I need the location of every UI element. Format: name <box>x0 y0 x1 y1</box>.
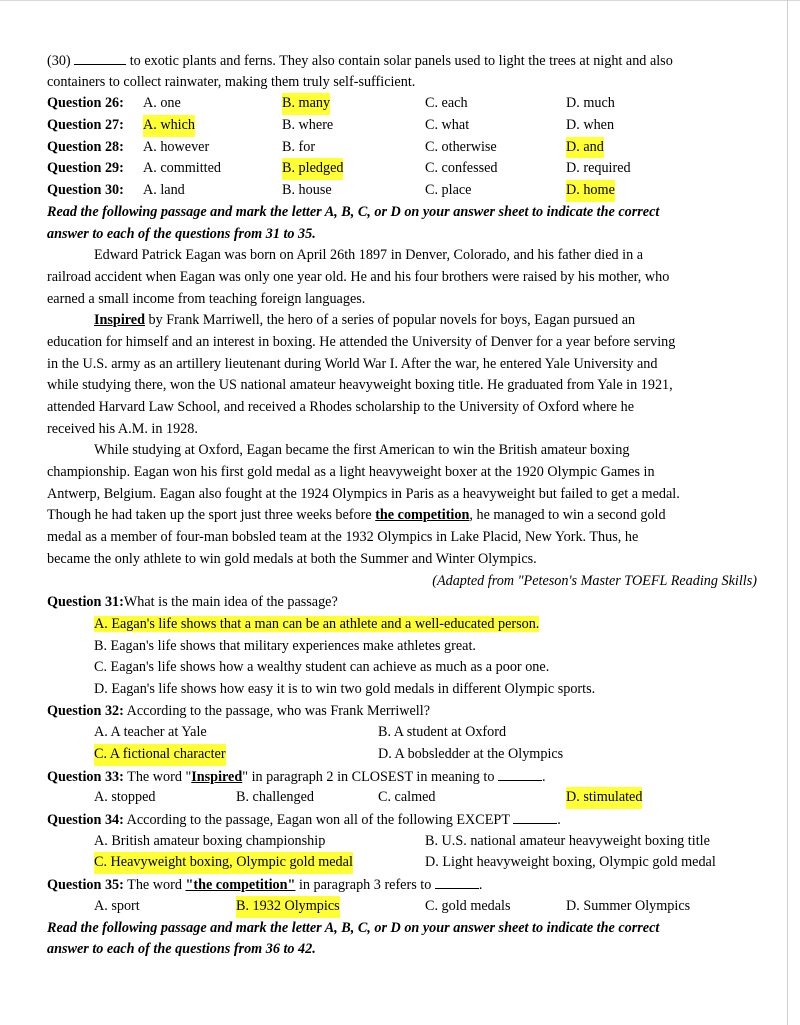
option-b: B. where <box>282 117 334 134</box>
question-31-option-b: B. Eagan's life shows that military experiences make athletes great. <box>94 637 476 654</box>
question-stem: The word <box>123 877 186 894</box>
option-b: B. U.S. national amateur heavyweight boxing title <box>425 832 710 849</box>
question-33-stem <box>47 766 759 788</box>
instruction-2-line-1: Read the following passage and mark the letter A, B, C, or D on your answer sheet to indicate the correct <box>47 919 660 936</box>
question-stem: The word " <box>123 768 192 785</box>
question-stem: What is the main idea of the passage? <box>123 594 338 611</box>
question-stem: in paragraph 3 refers to <box>295 877 435 894</box>
paragraph-2-text: by Frank Marriwell, the hero of a series of popular novels for boys, Eagan pursued an <box>145 312 636 329</box>
option-b: B. house <box>282 182 332 199</box>
paragraph-2-line-1 <box>47 310 759 332</box>
question-label: Question 35: <box>47 877 124 894</box>
option-d: D. much <box>566 95 615 112</box>
question-35-stem <box>47 874 759 896</box>
document-page <box>47 50 759 961</box>
question-34-options-cd <box>47 852 759 874</box>
question-label: Question 29: <box>47 160 124 177</box>
question-end: . <box>542 768 546 785</box>
paragraph-2-line-6: received his A.M. in 1928. <box>47 420 198 437</box>
paragraph-3-line-3: Antwerp, Belgium. Eagan also fought at the 1924 Olympics in Paris as a heavyweight but failed to get a medal. <box>47 485 680 502</box>
option-c: C. otherwise <box>425 138 497 155</box>
question-stem: According to the passage, Eagan won all of the following EXCEPT <box>123 812 514 829</box>
option-d: D. when <box>566 117 615 134</box>
question-stem: " in paragraph 2 in CLOSEST in meaning to <box>242 768 498 785</box>
option-a: A. one <box>143 95 181 112</box>
intro-line-1 <box>47 50 759 72</box>
question-32-stem <box>47 701 759 723</box>
question-stem: According to the passage, who was Frank Merriwell? <box>123 702 430 719</box>
option-a: A. committed <box>143 160 222 177</box>
underlined-phrase-the-competition: "the competition" <box>185 877 296 894</box>
option-c: C. gold medals <box>425 897 511 914</box>
paragraph-3-line-5: medal as a member of four-man bobsled team at the 1932 Olympics in Lake Placid, New York. Thus, he <box>47 529 639 546</box>
answer-blank <box>435 874 479 889</box>
question-label: Question 28: <box>47 138 124 155</box>
option-d: D. A bobsledder at the Olympics <box>378 746 564 762</box>
option-d-highlighted: D. stimulated <box>566 787 642 809</box>
paragraph-2-line-2: education for himself and an interest in boxing. He attended the University of Denver for a year before serving <box>47 333 676 350</box>
option-d: D. required <box>566 160 631 177</box>
option-a: A. sport <box>94 897 140 914</box>
option-a-highlighted: A. which <box>143 115 195 137</box>
paragraph-3-line-2: championship. Eagan won his first gold medal as a light heavyweight boxer at the 1920 Olympic Games in <box>47 464 655 481</box>
paragraph-3-text: Though he had taken up the sport just three weeks before <box>47 507 376 524</box>
underlined-phrase-the-competition: the competition <box>375 507 470 524</box>
option-c: C. calmed <box>378 789 436 806</box>
question-32-options-cd <box>47 744 759 766</box>
blank-number: (30) <box>47 53 71 69</box>
answer-blank <box>513 809 557 824</box>
instruction-2-line-2: answer to each of the questions from 36 to 42. <box>47 941 316 958</box>
question-34-stem <box>47 809 759 831</box>
question-end: . <box>478 877 483 894</box>
option-c: C. what <box>425 117 470 134</box>
option-d-highlighted: D. home <box>566 180 615 202</box>
question-label: Question 33: <box>47 768 124 785</box>
question-30 <box>47 180 759 202</box>
question-28 <box>47 137 759 159</box>
option-d-highlighted: D. and <box>566 137 604 159</box>
intro-line-2: containers to collect rainwater, making them truly self-sufficient. <box>47 73 416 90</box>
underlined-word-inspired: Inspired <box>94 312 145 329</box>
question-label: Question 34: <box>47 812 124 829</box>
option-a: A. stopped <box>94 789 156 806</box>
option-b-highlighted: B. pledged <box>282 158 343 180</box>
paragraph-3-line-4 <box>47 505 759 527</box>
question-27 <box>47 115 759 137</box>
paragraph-2-line-5: attended Harvard Law School, and received a Rhodes scholarship to the University of Oxford where he <box>47 399 635 415</box>
option-c-highlighted: C. A fictional character <box>94 744 226 766</box>
question-end: . <box>557 812 561 829</box>
option-b-highlighted: B. 1932 Olympics <box>236 896 340 918</box>
paragraph-1-line-3: earned a small income from teaching foreign languages. <box>47 290 366 307</box>
option-c: C. each <box>425 95 468 112</box>
answer-blank <box>498 766 542 781</box>
underlined-word-inspired: Inspired <box>191 768 243 785</box>
option-d: D. Light heavyweight boxing, Olympic gold medal <box>425 854 716 871</box>
question-32-options-ab <box>47 722 759 744</box>
option-c: C. confessed <box>425 160 498 177</box>
option-a-highlighted: A. Eagan's life shows that a man can be an athlete and a well-educated person. <box>94 615 540 632</box>
instruction-line-2: answer to each of the questions from 31 to 35. <box>47 225 316 242</box>
paragraph-1-line-1: Edward Patrick Eagan was born on April 26th 1897 in Denver, Colorado, and his father died in a <box>94 247 644 264</box>
question-35-options <box>47 896 759 918</box>
question-29 <box>47 158 759 180</box>
question-26 <box>47 93 759 115</box>
option-a: A. land <box>143 182 185 199</box>
question-31-option-c: C. Eagan's life shows how a wealthy student can achieve as much as a poor one. <box>94 659 550 676</box>
option-b: B. A student at Oxford <box>378 724 507 741</box>
intro-text: to exotic plants and ferns. They also contain solar panels used to light the trees at night and also <box>126 53 673 69</box>
page-top-border <box>0 0 800 1</box>
answer-blank <box>74 50 126 65</box>
question-label: Question 26: <box>47 95 124 112</box>
question-31-option-d: D. Eagan's life shows how easy it is to win two gold medals in different Olympic sports. <box>94 680 596 697</box>
option-a: A. A teacher at Yale <box>94 724 207 741</box>
question-33-options <box>47 787 759 809</box>
option-a: A. British amateur boxing championship <box>94 832 326 849</box>
paragraph-3-line-1: While studying at Oxford, Eagan became the first American to win the British amateur boxing <box>94 442 630 459</box>
option-b: B. challenged <box>236 789 315 806</box>
option-b-highlighted: B. many <box>282 93 330 115</box>
question-label: Question 31: <box>47 594 124 611</box>
paragraph-2-line-4: while studying there, won the US national amateur heavyweight boxing title. He graduated from Yale in 1921, <box>47 377 673 394</box>
instruction-line-1: Read the following passage and mark the letter A, B, C, or D on your answer sheet to indicate the correct <box>47 203 660 220</box>
question-label: Question 27: <box>47 117 124 134</box>
paragraph-2-line-3: in the U.S. army as an artillery lieutenant during World War I. After the war, he entered Yale University and <box>47 355 658 372</box>
question-34-options-ab <box>47 831 759 853</box>
question-label: Question 32: <box>47 702 124 719</box>
option-c-highlighted: C. Heavyweight boxing, Olympic gold medal <box>94 852 353 874</box>
option-b: B. for <box>282 138 316 155</box>
paragraph-3-text: , he managed to win a second gold <box>469 507 666 524</box>
option-a: A. however <box>143 138 210 155</box>
question-31-option-a <box>47 614 759 636</box>
paragraph-1-line-2: railroad accident when Eagan was only one year old. He and his four brothers were raised by his mother, who <box>47 268 670 285</box>
question-31-stem <box>47 592 759 614</box>
page-right-border <box>787 0 788 1025</box>
option-d: D. Summer Olympics <box>566 897 691 914</box>
option-c: C. place <box>425 182 472 199</box>
question-label: Question 30: <box>47 182 124 199</box>
paragraph-3-line-6: became the only athlete to win gold medals at both the Summer and Winter Olympics. <box>47 550 537 567</box>
source-citation: (Adapted from "Peteson's Master TOEFL Reading Skills) <box>432 572 757 589</box>
